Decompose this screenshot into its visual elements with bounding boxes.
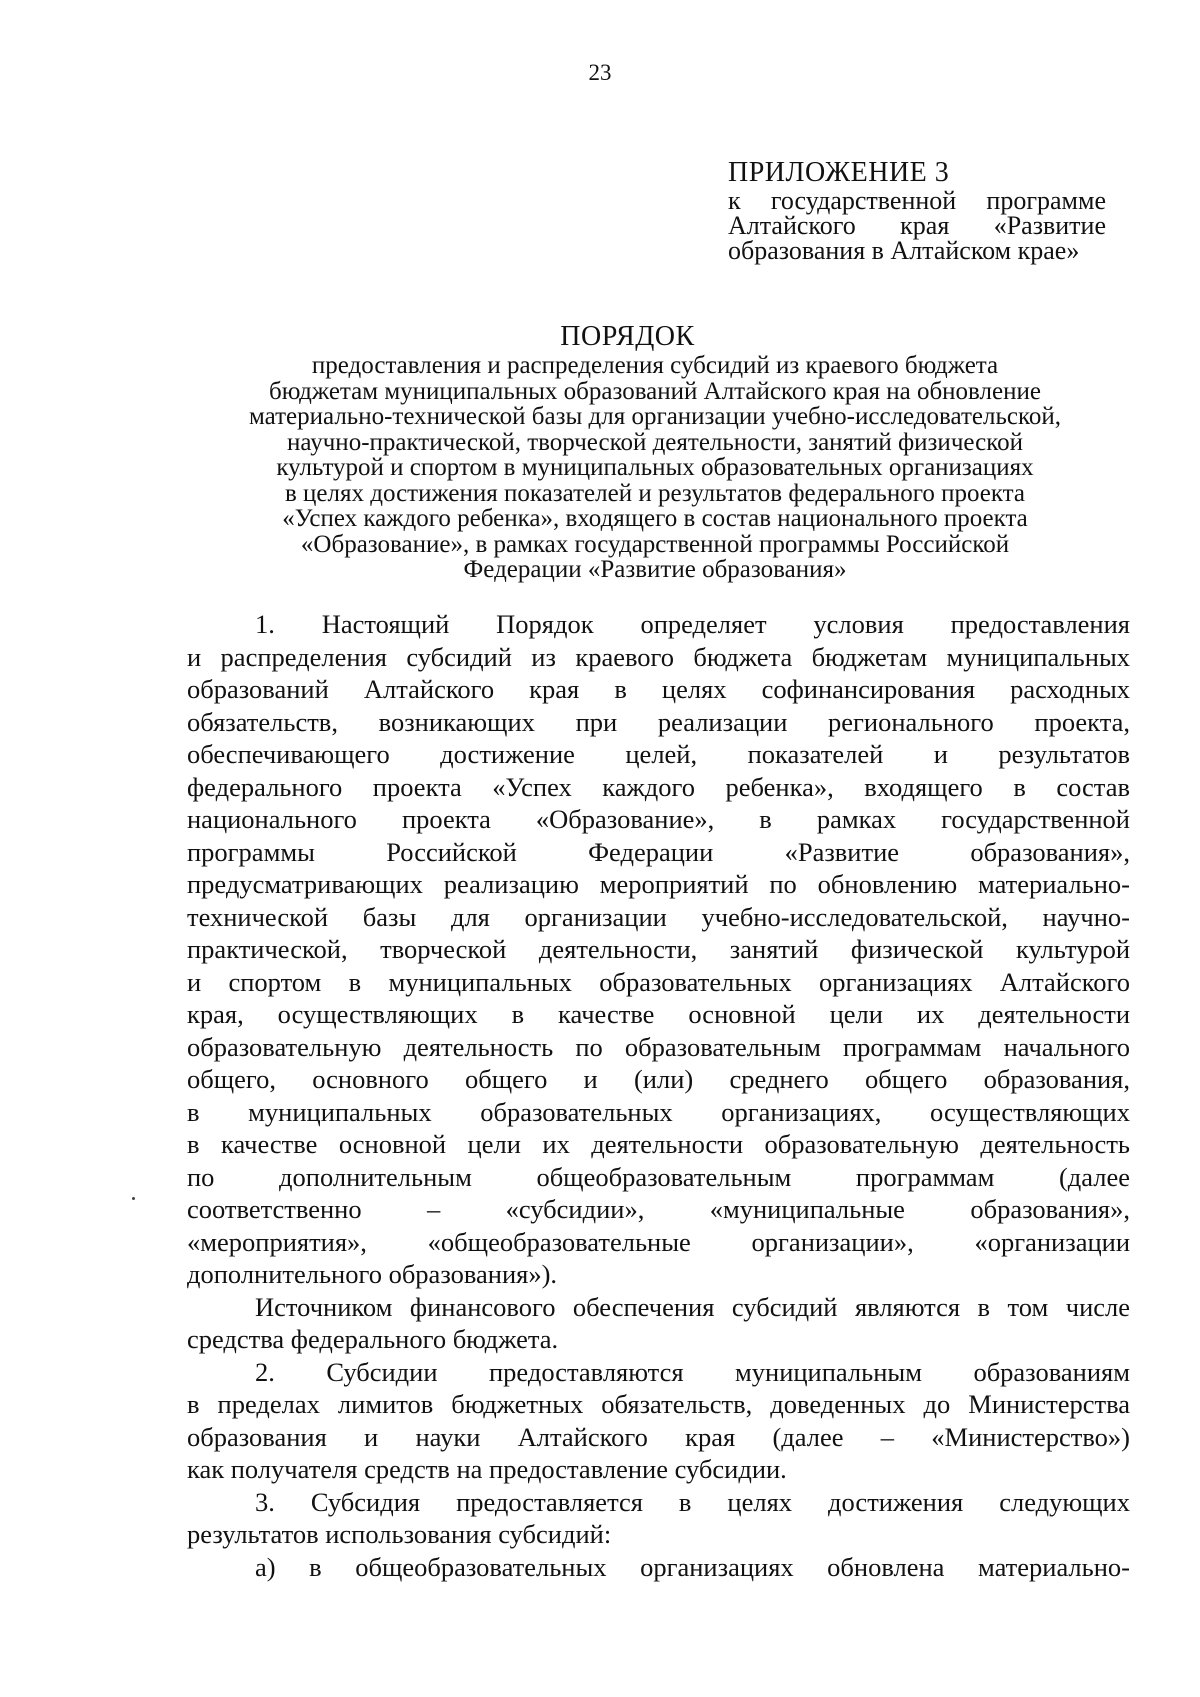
body-line: программы Российской Федерации «Развитие образования», — [187, 836, 1130, 867]
body-line: края, осуществляющих в качестве основной цели их деятельности — [187, 999, 1130, 1029]
subtitle-line: «Успех каждого ребенка», входящего в состав национального проекта — [282, 505, 1028, 532]
subtitle-line: «Образование», в рамках государственной программы Российской — [300, 530, 1010, 558]
body-line: 3. Субсидия предоставляется в целях достижения следующих — [255, 1486, 1130, 1517]
appendix-line: Алтайского края «Развитие — [728, 211, 1106, 240]
page-number: 23 — [588, 60, 612, 85]
subtitle-line: материально-технической базы для организации учебно-исследовательской, — [249, 403, 1061, 430]
body-line: 1. Настоящий Порядок определяет условия предоставления — [255, 609, 1130, 639]
document-title: ПОРЯДОК — [560, 321, 695, 352]
body-line: образования и науки Алтайского края (далее – «Министерство») — [187, 1421, 1130, 1452]
body-line: 2. Субсидии предоставляются муниципальным образованиям — [255, 1356, 1130, 1387]
appendix-line: к государственной программе — [728, 186, 1106, 215]
body-line: общего, основного общего и (или) среднего общего образования, — [187, 1064, 1130, 1094]
document-body — [187, 608, 1130, 1583]
body-line: образовательную деятельность по образовательным программам начального — [187, 1031, 1130, 1062]
body-line: образований Алтайского края в целях софинансирования расходных — [187, 674, 1130, 704]
subtitle-line: культурой и спортом в муниципальных образовательных организациях — [276, 454, 1034, 481]
body-line: Источником финансового обеспечения субсидий являются в том числе — [255, 1291, 1130, 1322]
body-line: как получателя средств на предоставление субсидии. — [187, 1454, 787, 1484]
scan-speck — [132, 1197, 135, 1200]
appendix-title: ПРИЛОЖЕНИЕ 3 — [728, 157, 950, 188]
body-line: а) в общеобразовательных организациях обновлена материально- — [255, 1551, 1130, 1582]
subtitle-line: в целях достижения показателей и результатов федерального проекта — [284, 479, 1026, 507]
appendix-header — [728, 158, 1106, 263]
subtitle-line: научно-практической, творческой деятельности, занятий физической — [287, 428, 1023, 456]
document-subtitle — [180, 353, 1130, 583]
body-line: и спортом в муниципальных образовательных организациях Алтайского — [187, 966, 1130, 997]
body-line: результатов использования субсидий: — [187, 1519, 612, 1549]
body-line: в муниципальных образовательных организациях, осуществляющих — [187, 1096, 1130, 1127]
body-line: «мероприятия», «общеобразовательные организации», «организации — [187, 1226, 1130, 1257]
body-line: технической базы для организации учебно-исследовательской, научно- — [187, 901, 1130, 932]
body-line: средства федерального бюджета. — [187, 1324, 559, 1354]
subtitle-line: предоставления и распределения субсидий из краевого бюджета — [311, 352, 999, 379]
subtitle-line: Федерации «Развитие образования» — [463, 556, 847, 583]
body-line: дополнительного образования»). — [187, 1259, 558, 1289]
body-line: в качестве основной цели их деятельности образовательную деятельность — [187, 1129, 1130, 1159]
body-line: обязательств, возникающих при реализации регионального проекта, — [187, 706, 1130, 737]
body-line: обеспечивающего достижение целей, показателей и результатов — [187, 739, 1130, 769]
body-line: национального проекта «Образование», в рамках государственной — [187, 804, 1130, 834]
body-line: в пределах лимитов бюджетных обязательств, доведенных до Министерства — [187, 1389, 1130, 1419]
appendix-line: образования в Алтайском крае» — [728, 236, 1080, 265]
body-line: федерального проекта «Успех каждого ребенка», входящего в состав — [187, 771, 1130, 802]
subtitle-line: бюджетам муниципальных образований Алтайского края на обновление — [269, 377, 1041, 405]
body-line: практической, творческой деятельности, занятий физической культурой — [187, 934, 1130, 964]
body-line: и распределения субсидий из краевого бюджета бюджетам муниципальных — [187, 641, 1130, 672]
body-line: по дополнительным общеобразовательным программам (далее — [187, 1161, 1130, 1192]
body-line: предусматривающих реализацию мероприятий по обновлению материально- — [187, 869, 1130, 899]
body-line: соответственно – «субсидии», «муниципальные образования», — [187, 1194, 1130, 1224]
